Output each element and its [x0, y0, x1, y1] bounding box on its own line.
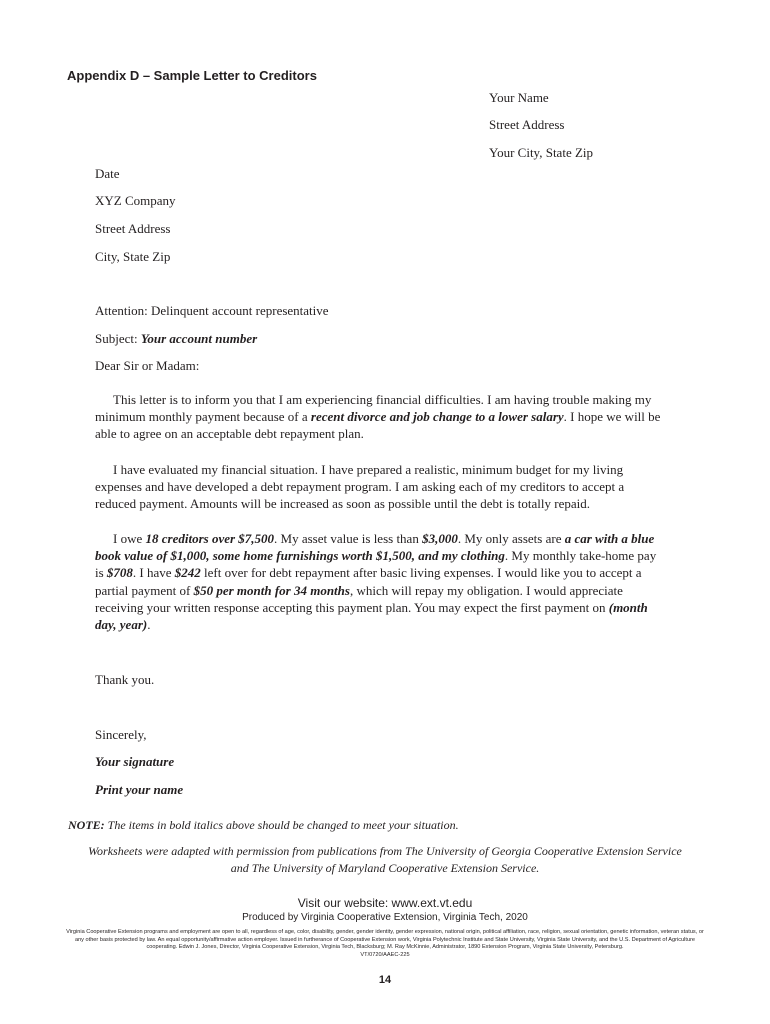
paragraph-3-b7: (month day, year) — [95, 599, 648, 633]
footer-website: Visit our website: www.ext.vt.edu — [297, 896, 473, 910]
note-label: NOTE: — [68, 818, 105, 832]
paragraph-3-t4: . My monthly take-home pay is — [95, 548, 657, 581]
paragraph-3-t2: . My asset value is less than — [274, 531, 423, 546]
recipient-city: City, State Zip — [95, 249, 171, 264]
subject-prefix: Subject: — [95, 331, 141, 346]
footer-legal — [65, 929, 705, 959]
subject-line — [95, 331, 257, 347]
paragraph-1-emphasis: recent divorce and job change to a lower salary — [310, 409, 564, 425]
paragraph-2-text: I have evaluated my financial situation. I have prepared a realistic, minimum budget for my living expenses and have developed a debt repayment program. I am asking each of my creditors to accept a reduced payment. Amounts will be increased as soon as possible until the debt is totally repaid. — [95, 462, 625, 512]
salutation: Dear Sir or Madam: — [95, 358, 200, 373]
footer-legal-text: Virginia Cooperative Extension programs and employment are open to all, regardless of age, color, disability, gender, gender identity, gender expression, national origin, political affiliation, race, religion, sexual orientation, genetic information, veteran status, or any other basis protected by law. An equal opportunity/affirmative action employer. Issued in furtherance of Cooperative Extension work, Virginia Polytechnic Institute and State University, Virginia State University, and the U.S. Department of Agriculture cooperating. Edwin J. Jones, Director, Virginia Cooperative Extension, Virginia Tech, Blacksburg; M. Ray McKinnie, Administrator, 1890 Extension Program, Virginia State University, Petersburg. — [66, 929, 704, 951]
credit-line-1: Worksheets were adapted with permission from publications from The University of Georgia Cooperative Extension Service — [88, 844, 682, 858]
note — [68, 818, 459, 833]
thanks-line: Thank you. — [95, 672, 155, 687]
subject-value: Your account number — [140, 331, 258, 346]
page-number: 14 — [378, 974, 392, 986]
closing-line: Sincerely, — [95, 727, 147, 742]
paragraph-3-b2: $3,000 — [422, 531, 458, 546]
paragraph-3 — [95, 530, 667, 633]
paragraph-3-b6: $50 per month for 34 months — [193, 582, 350, 598]
sender-name: Your Name — [489, 90, 549, 105]
recipient-company: XYZ Company — [95, 193, 176, 208]
recipient-street: Street Address — [95, 221, 171, 236]
paragraph-1-text-a: This letter is to inform you that I am experiencing financial difficulties. I am having trouble making my minimum monthly payment because of a — [95, 392, 652, 425]
print-name-line: Print your name — [95, 782, 184, 797]
credit-block — [60, 843, 710, 876]
paragraph-2 — [95, 461, 667, 513]
letter-date: Date — [95, 166, 120, 181]
paragraph-3-b3: a car with a blue book value of $1,000, some home furnishings worth $1,500, and my clothing — [95, 531, 655, 564]
paragraph-3-t3: . My only assets are — [457, 531, 565, 546]
paragraph-3-t1: I owe — [113, 531, 146, 546]
paragraph-3-t7: , which will repay my obligation. I would appreciate receiving your written response accepting this payment plan. You may expect the first payment on — [95, 582, 623, 615]
paragraph-3-t5: . I have — [132, 565, 175, 581]
footer-produced-by: Produced by Virginia Cooperative Extension, Virginia Tech, 2020 — [242, 912, 528, 923]
paragraph-3-t6: left over for debt repayment after basic living expenses. I would like you to accept a partial payment of — [95, 565, 642, 598]
page-heading: Appendix D – Sample Letter to Creditors — [67, 68, 317, 83]
paragraph-3-b5: $242 — [174, 565, 201, 581]
footer-code: VT/0720/AAEC-225 — [360, 951, 410, 958]
sender-city: Your City, State Zip — [489, 145, 594, 160]
paragraph-1 — [95, 391, 667, 443]
attention-line: Attention: Delinquent account representative — [95, 303, 329, 318]
paragraph-3-t8: . — [147, 617, 151, 633]
credit-line-2: and The University of Maryland Cooperative Extension Service. — [230, 860, 540, 875]
paragraph-3-b4: $708 — [106, 565, 133, 581]
paragraph-1-text-c: . I hope we will be able to agree on an acceptable debt repayment plan. — [95, 409, 661, 442]
sender-street: Street Address — [489, 117, 565, 132]
note-text: The items in bold italics above should be changed to meet your situation. — [104, 818, 459, 832]
paragraph-3-b1: 18 creditors over $7,500 — [145, 531, 275, 546]
signature-line: Your signature — [95, 754, 175, 769]
